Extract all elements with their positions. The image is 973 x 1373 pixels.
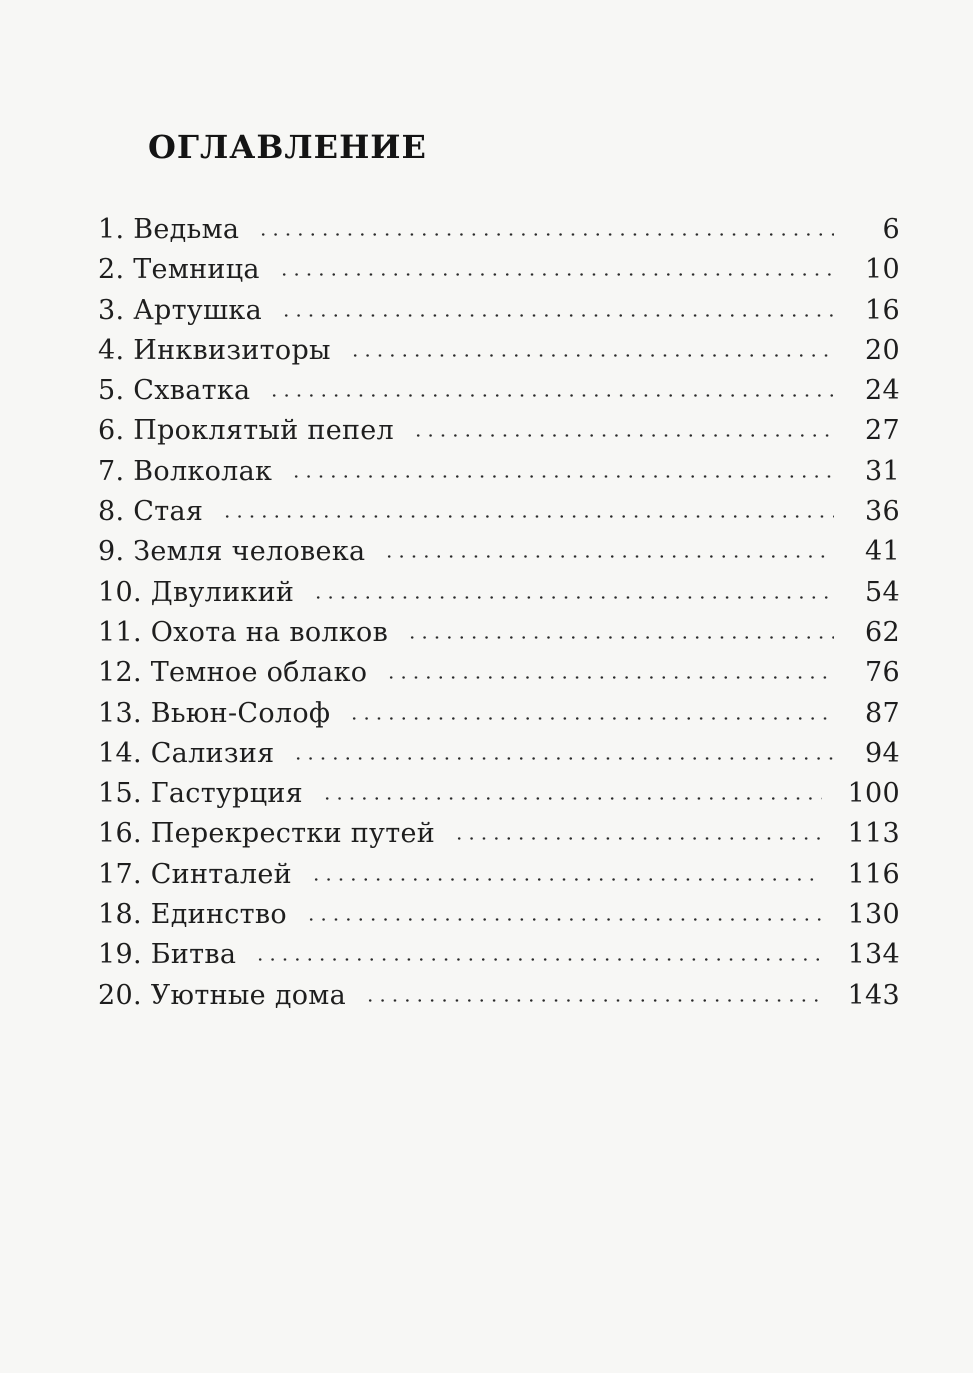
toc-entry-title: 8. Стая <box>98 496 204 528</box>
dot-leader <box>254 958 821 961</box>
toc-entry-page: 113 <box>847 818 900 850</box>
toc-entry <box>98 492 900 532</box>
toc-entry-title: 1. Ведьма <box>98 214 240 245</box>
toc-entry <box>98 734 900 774</box>
page-title: оглавление <box>148 115 427 169</box>
dot-leader <box>290 475 834 478</box>
toc-entry <box>98 411 900 451</box>
toc-entry-page: 41 <box>865 536 900 568</box>
toc-entry-page: 130 <box>847 899 900 931</box>
toc-entry <box>98 855 900 895</box>
dot-leader <box>321 797 822 800</box>
toc-entry-page: 6 <box>882 214 900 245</box>
dot-leader <box>292 757 834 760</box>
toc-entry <box>98 935 900 975</box>
dot-leader <box>312 596 834 599</box>
dot-leader <box>257 233 834 236</box>
toc-entry-title: 2. Темница <box>98 254 260 286</box>
toc-entry-title: 17. Синталей <box>98 858 292 890</box>
dot-leader <box>364 999 822 1002</box>
toc-entry <box>98 814 900 854</box>
toc-entry-page: 16 <box>865 294 900 326</box>
toc-entry-title: 11. Охота на волков <box>98 616 389 648</box>
toc-entry <box>98 976 900 1016</box>
dot-leader <box>348 717 834 720</box>
toc-entry <box>98 452 900 492</box>
toc-entry-page: 134 <box>847 939 900 971</box>
dot-leader <box>280 314 834 317</box>
toc-entry-title: 7. Волколак <box>98 455 273 487</box>
toc-entry-title: 13. Вьюн-Солоф <box>98 697 331 729</box>
dot-leader <box>349 354 834 357</box>
toc-entry <box>98 250 900 290</box>
toc-entry-title: 16. Перекрестки путей <box>98 818 436 850</box>
dot-leader <box>406 636 834 639</box>
dot-leader <box>221 515 834 518</box>
toc-entry-title: 15. Гастурция <box>98 778 304 810</box>
toc-entry <box>98 613 900 653</box>
dot-leader <box>268 394 834 397</box>
toc-entry-title: 10. Двуликий <box>98 576 295 608</box>
toc-entry-page: 116 <box>847 858 900 890</box>
dot-leader <box>310 878 822 881</box>
toc-entry-title: 4. Инквизиторы <box>98 334 331 366</box>
toc-entry-page: 20 <box>865 334 900 366</box>
toc-entry-page: 94 <box>865 737 900 769</box>
toc-entry <box>98 291 900 331</box>
toc-entry-title: 14. Сализия <box>98 737 275 769</box>
toc-entry-title: 20. Уютные дома <box>98 979 347 1011</box>
toc-entry-title: 6. Проклятый пепел <box>98 415 394 447</box>
toc-entry-title: 18. Единство <box>98 899 287 931</box>
table-of-contents <box>98 210 900 1016</box>
toc-entry-page: 76 <box>865 657 900 689</box>
toc-entry-page: 54 <box>865 576 900 608</box>
toc-entry-page: 36 <box>865 496 900 528</box>
toc-entry-page: 143 <box>847 979 900 1011</box>
toc-entry-page: 27 <box>865 415 900 447</box>
toc-entry <box>98 653 900 693</box>
toc-entry <box>98 210 900 250</box>
toc-entry-page: 87 <box>865 697 900 729</box>
toc-entry <box>98 694 900 734</box>
toc-entry <box>98 371 900 411</box>
toc-entry-page: 62 <box>865 616 900 648</box>
toc-entry-title: 19. Битва <box>98 939 237 971</box>
toc-entry-page: 31 <box>865 455 900 487</box>
toc-entry-page: 100 <box>847 778 900 810</box>
toc-entry-title: 5. Схватка <box>98 375 251 407</box>
toc-entry-page: 24 <box>865 375 900 407</box>
toc-entry <box>98 331 900 371</box>
toc-entry-page: 10 <box>865 254 900 286</box>
toc-entry-title: 9. Земля человека <box>98 536 366 568</box>
dot-leader <box>385 676 834 679</box>
toc-entry-title: 3. Артушка <box>98 294 262 326</box>
toc-entry-title: 12. Темное облако <box>98 657 368 689</box>
toc-entry <box>98 573 900 613</box>
dot-leader <box>305 918 822 921</box>
dot-leader <box>278 273 834 276</box>
dot-leader <box>453 837 822 840</box>
toc-entry <box>98 774 900 814</box>
dot-leader <box>383 555 834 558</box>
toc-entry <box>98 895 900 935</box>
dot-leader <box>412 434 834 437</box>
toc-entry <box>98 532 900 572</box>
